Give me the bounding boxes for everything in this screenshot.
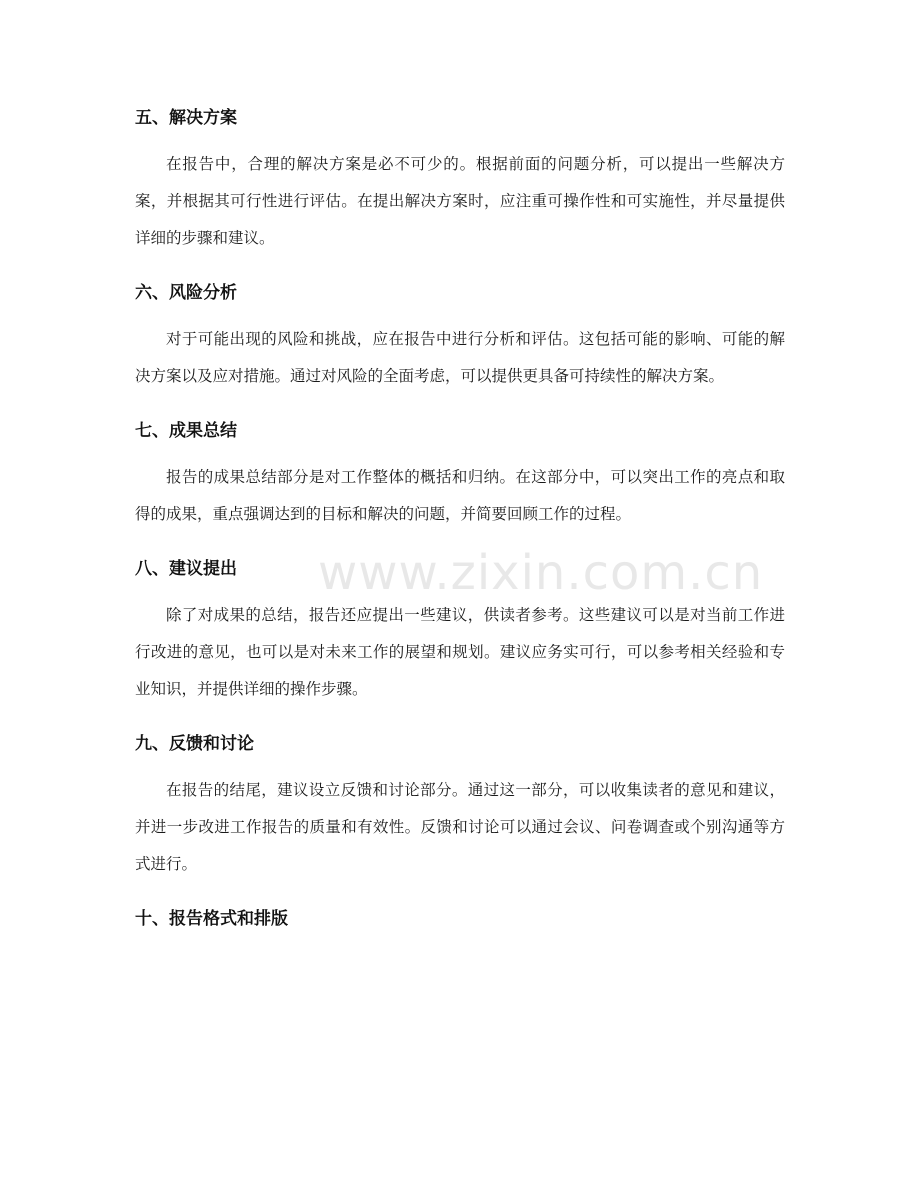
section-feedback-discussion <box>135 730 785 883</box>
section-risk-analysis <box>135 279 785 395</box>
section-paragraph: 除了对成果的总结，报告还应提出一些建议，供读者参考。这些建议可以是对当前工作进行改进的意见，也可以是对未来工作的展望和规划。建议应务实可行，可以参考相关经验和专业知识，并提供详细的操作步骤。 <box>135 606 785 698</box>
section-heading: 七、成果总结 <box>135 421 237 441</box>
section-solution <box>135 104 785 257</box>
section-paragraph: 在报告中，合理的解决方案是必不可少的。根据前面的问题分析，可以提出一些解决方案，并根据其可行性进行评估。在提出解决方案时，应注重可操作性和可实施性，并尽量提供详细的步骤和建议。 <box>135 155 785 247</box>
section-recommendations <box>135 555 785 708</box>
section-paragraph: 报告的成果总结部分是对工作整体的概括和归纳。在这部分中，可以突出工作的亮点和取得的成果，重点强调达到的目标和解决的问题，并简要回顾工作的过程。 <box>135 468 785 523</box>
document-content <box>135 104 785 947</box>
section-heading: 九、反馈和讨论 <box>135 734 254 754</box>
section-heading: 十、报告格式和排版 <box>135 909 288 929</box>
section-results-summary <box>135 417 785 533</box>
section-paragraph: 对于可能出现的风险和挑战，应在报告中进行分析和评估。这包括可能的影响、可能的解决方案以及应对措施。通过对风险的全面考虑，可以提供更具备可持续性的解决方案。 <box>135 330 785 385</box>
section-heading: 八、建议提出 <box>135 559 237 579</box>
section-format-layout <box>135 905 785 933</box>
watermark: www.zixin.com.cn <box>318 545 764 601</box>
section-paragraph: 在报告的结尾，建议设立反馈和讨论部分。通过这一部分，可以收集读者的意见和建议，并进一步改进工作报告的质量和有效性。反馈和讨论可以通过会议、问卷调查或个别沟通等方式进行。 <box>135 781 785 873</box>
section-heading: 五、解决方案 <box>135 108 237 128</box>
section-heading: 六、风险分析 <box>135 283 237 303</box>
